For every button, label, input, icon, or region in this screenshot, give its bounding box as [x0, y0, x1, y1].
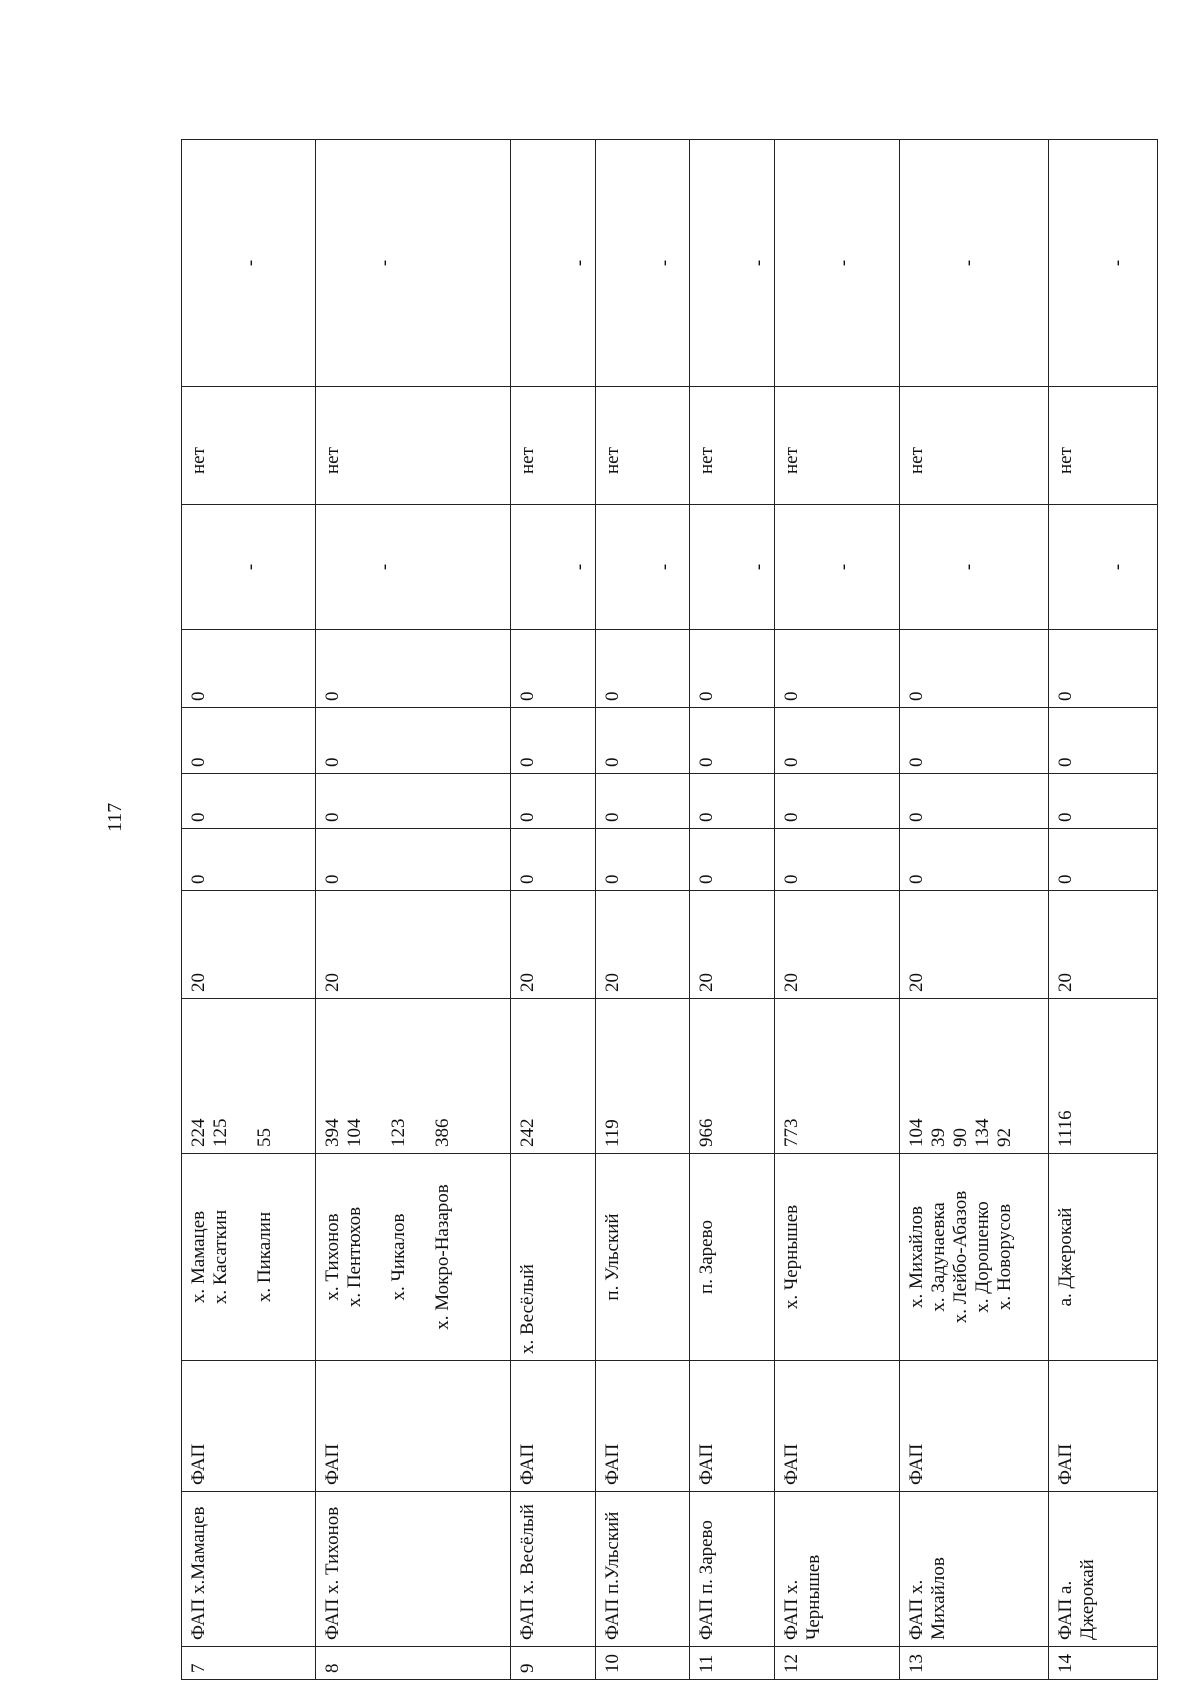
table-row — [316, 140, 511, 1680]
table-row — [596, 140, 690, 1680]
table-row — [690, 140, 775, 1680]
flag-cell: нет — [182, 387, 316, 505]
settlement-name: а. Джерокай — [1055, 1207, 1076, 1307]
value-cell: 0 — [900, 630, 1049, 708]
value-cell: 0 — [775, 708, 900, 774]
settlement-name: п. Зарево — [696, 1220, 717, 1294]
settlements-cell — [900, 1154, 1049, 1361]
value-cell: 0 — [182, 630, 316, 708]
dash-cell: - — [511, 140, 596, 387]
settlement-name: х. Весёлый — [517, 1264, 538, 1354]
value-cell: 0 — [596, 829, 690, 891]
facility-type: ФАП — [900, 1361, 1049, 1492]
row-number: 14 — [1049, 1647, 1158, 1680]
value-cell: 0 — [775, 829, 900, 891]
value-cell: 20 — [900, 891, 1049, 999]
population-cell — [690, 999, 775, 1154]
value-cell: 0 — [1049, 774, 1158, 829]
dash-cell: - — [690, 505, 775, 630]
facility-name: ФАП а. Джерокай — [1049, 1492, 1158, 1647]
flag-cell: нет — [690, 387, 775, 505]
flag-cell: нет — [316, 387, 511, 505]
settlements-cell — [775, 1154, 900, 1361]
settlement-name: х. Дорошенко — [972, 1201, 993, 1313]
facility-name: ФАП х. Тихонов — [316, 1492, 511, 1647]
value-cell: 0 — [775, 630, 900, 708]
population-cell — [900, 999, 1049, 1154]
facility-type: ФАП — [511, 1361, 596, 1492]
dash-cell: - — [596, 140, 690, 387]
population-value: 104 — [344, 1118, 365, 1147]
value-cell: 20 — [1049, 891, 1158, 999]
value-cell: 20 — [511, 891, 596, 999]
facility-name: ФАП х.Мамацев — [182, 1492, 316, 1647]
population-value: 39 — [928, 1128, 949, 1147]
value-cell: 0 — [182, 774, 316, 829]
value-cell: 0 — [316, 630, 511, 708]
row-number: 10 — [596, 1647, 690, 1680]
value-cell: 0 — [690, 630, 775, 708]
population-value: 386 — [432, 1118, 453, 1147]
rotated-table-wrapper — [181, 140, 1128, 1680]
facility-name: ФАП х. Михайлов — [900, 1492, 1049, 1647]
settlements-cell — [690, 1154, 775, 1361]
population-value: 224 — [188, 1118, 209, 1147]
settlement-name: х. Пикалин — [254, 1211, 275, 1303]
value-cell: 0 — [182, 829, 316, 891]
dash-cell: - — [775, 505, 900, 630]
value-cell: 0 — [900, 829, 1049, 891]
settlements-cell — [511, 1154, 596, 1361]
facility-type: ФАП — [316, 1361, 511, 1492]
dash-cell: - — [900, 505, 1049, 630]
dash-cell: - — [511, 505, 596, 630]
population-value: 90 — [950, 1128, 971, 1147]
settlement-name: х. Чернышев — [781, 1204, 802, 1310]
population-cell — [316, 999, 511, 1154]
population-value: 123 — [388, 1118, 409, 1147]
page-number: 117 — [104, 802, 126, 832]
population-value: 92 — [994, 1128, 1015, 1147]
settlement-name: х. Мамацев — [188, 1210, 209, 1304]
dash-cell: - — [1049, 505, 1158, 630]
dash-cell: - — [316, 140, 511, 387]
value-cell: 0 — [690, 774, 775, 829]
row-number: 9 — [511, 1647, 596, 1680]
settlements-cell — [1049, 1154, 1158, 1361]
population-value: 55 — [254, 1128, 275, 1147]
population-value: 394 — [322, 1118, 343, 1147]
settlement-name: х. Мокро-Назаров — [432, 1184, 453, 1330]
settlement-name: х. Чикалов — [388, 1213, 409, 1301]
table-row — [900, 140, 1049, 1680]
row-number: 12 — [775, 1647, 900, 1680]
value-cell: 0 — [511, 829, 596, 891]
population-value: 1116 — [1055, 1110, 1076, 1147]
population-value: 119 — [602, 1119, 623, 1147]
value-cell: 0 — [596, 708, 690, 774]
dash-cell: - — [316, 505, 511, 630]
value-cell: 0 — [690, 829, 775, 891]
value-cell: 0 — [690, 708, 775, 774]
population-value: 966 — [696, 1118, 717, 1147]
value-cell: 0 — [182, 708, 316, 774]
population-cell — [511, 999, 596, 1154]
population-value: 125 — [210, 1118, 231, 1147]
value-cell: 0 — [900, 774, 1049, 829]
population-value: 773 — [781, 1118, 802, 1147]
row-number: 13 — [900, 1647, 1049, 1680]
value-cell: 20 — [690, 891, 775, 999]
settlement-name: х. Пентюхов — [344, 1206, 365, 1308]
dash-cell: - — [690, 140, 775, 387]
facility-type: ФАП — [775, 1361, 900, 1492]
value-cell: 0 — [511, 774, 596, 829]
population-cell — [775, 999, 900, 1154]
facility-type: ФАП — [690, 1361, 775, 1492]
dash-cell: - — [775, 140, 900, 387]
facility-type: ФАП — [182, 1361, 316, 1492]
value-cell: 0 — [316, 774, 511, 829]
population-value: 242 — [517, 1118, 538, 1147]
facilities-table — [181, 139, 1158, 1680]
value-cell: 20 — [182, 891, 316, 999]
population-cell — [596, 999, 690, 1154]
settlement-name: п. Ульский — [602, 1213, 623, 1301]
row-number: 11 — [690, 1647, 775, 1680]
value-cell: 0 — [316, 829, 511, 891]
table-row — [1049, 140, 1158, 1680]
flag-cell: нет — [596, 387, 690, 505]
facility-name: ФАП п. Зарево — [690, 1492, 775, 1647]
population-cell — [1049, 999, 1158, 1154]
settlement-name: х. Тихонов — [322, 1213, 343, 1301]
population-cell — [182, 999, 316, 1154]
facility-name: ФАП х. Весёлый — [511, 1492, 596, 1647]
settlements-cell — [316, 1154, 511, 1361]
settlement-name: х. Михайлов — [906, 1206, 927, 1308]
value-cell: 0 — [775, 774, 900, 829]
table-row — [511, 140, 596, 1680]
settlement-name: х. Лейбо-Абазов — [950, 1190, 971, 1324]
value-cell: 0 — [596, 630, 690, 708]
value-cell: 20 — [596, 891, 690, 999]
value-cell: 0 — [511, 630, 596, 708]
settlement-name: х. Касаткин — [210, 1209, 231, 1305]
dash-cell: - — [182, 140, 316, 387]
flag-cell: нет — [1049, 387, 1158, 505]
table-row — [182, 140, 316, 1680]
dash-cell: - — [1049, 140, 1158, 387]
value-cell: 0 — [596, 774, 690, 829]
dash-cell: - — [596, 505, 690, 630]
facility-name: ФАП п.Ульский — [596, 1492, 690, 1647]
table-row — [775, 140, 900, 1680]
value-cell: 0 — [511, 708, 596, 774]
settlement-name: х. Задунаевка — [928, 1202, 949, 1312]
flag-cell: нет — [775, 387, 900, 505]
flag-cell: нет — [511, 387, 596, 505]
facility-name: ФАП х. Чернышев — [775, 1492, 900, 1647]
row-number: 7 — [182, 1647, 316, 1680]
facility-type: ФАП — [596, 1361, 690, 1492]
settlements-cell — [182, 1154, 316, 1361]
facility-type: ФАП — [1049, 1361, 1158, 1492]
value-cell: 0 — [1049, 708, 1158, 774]
value-cell: 0 — [900, 708, 1049, 774]
value-cell: 20 — [316, 891, 511, 999]
dash-cell: - — [182, 505, 316, 630]
row-number: 8 — [316, 1647, 511, 1680]
settlement-name: х. Новорусов — [994, 1203, 1015, 1311]
value-cell: 0 — [316, 708, 511, 774]
settlements-cell — [596, 1154, 690, 1361]
population-value: 134 — [972, 1118, 993, 1147]
value-cell: 20 — [775, 891, 900, 999]
value-cell: 0 — [1049, 630, 1158, 708]
value-cell: 0 — [1049, 829, 1158, 891]
flag-cell: нет — [900, 387, 1049, 505]
population-value: 104 — [906, 1118, 927, 1147]
dash-cell: - — [900, 140, 1049, 387]
